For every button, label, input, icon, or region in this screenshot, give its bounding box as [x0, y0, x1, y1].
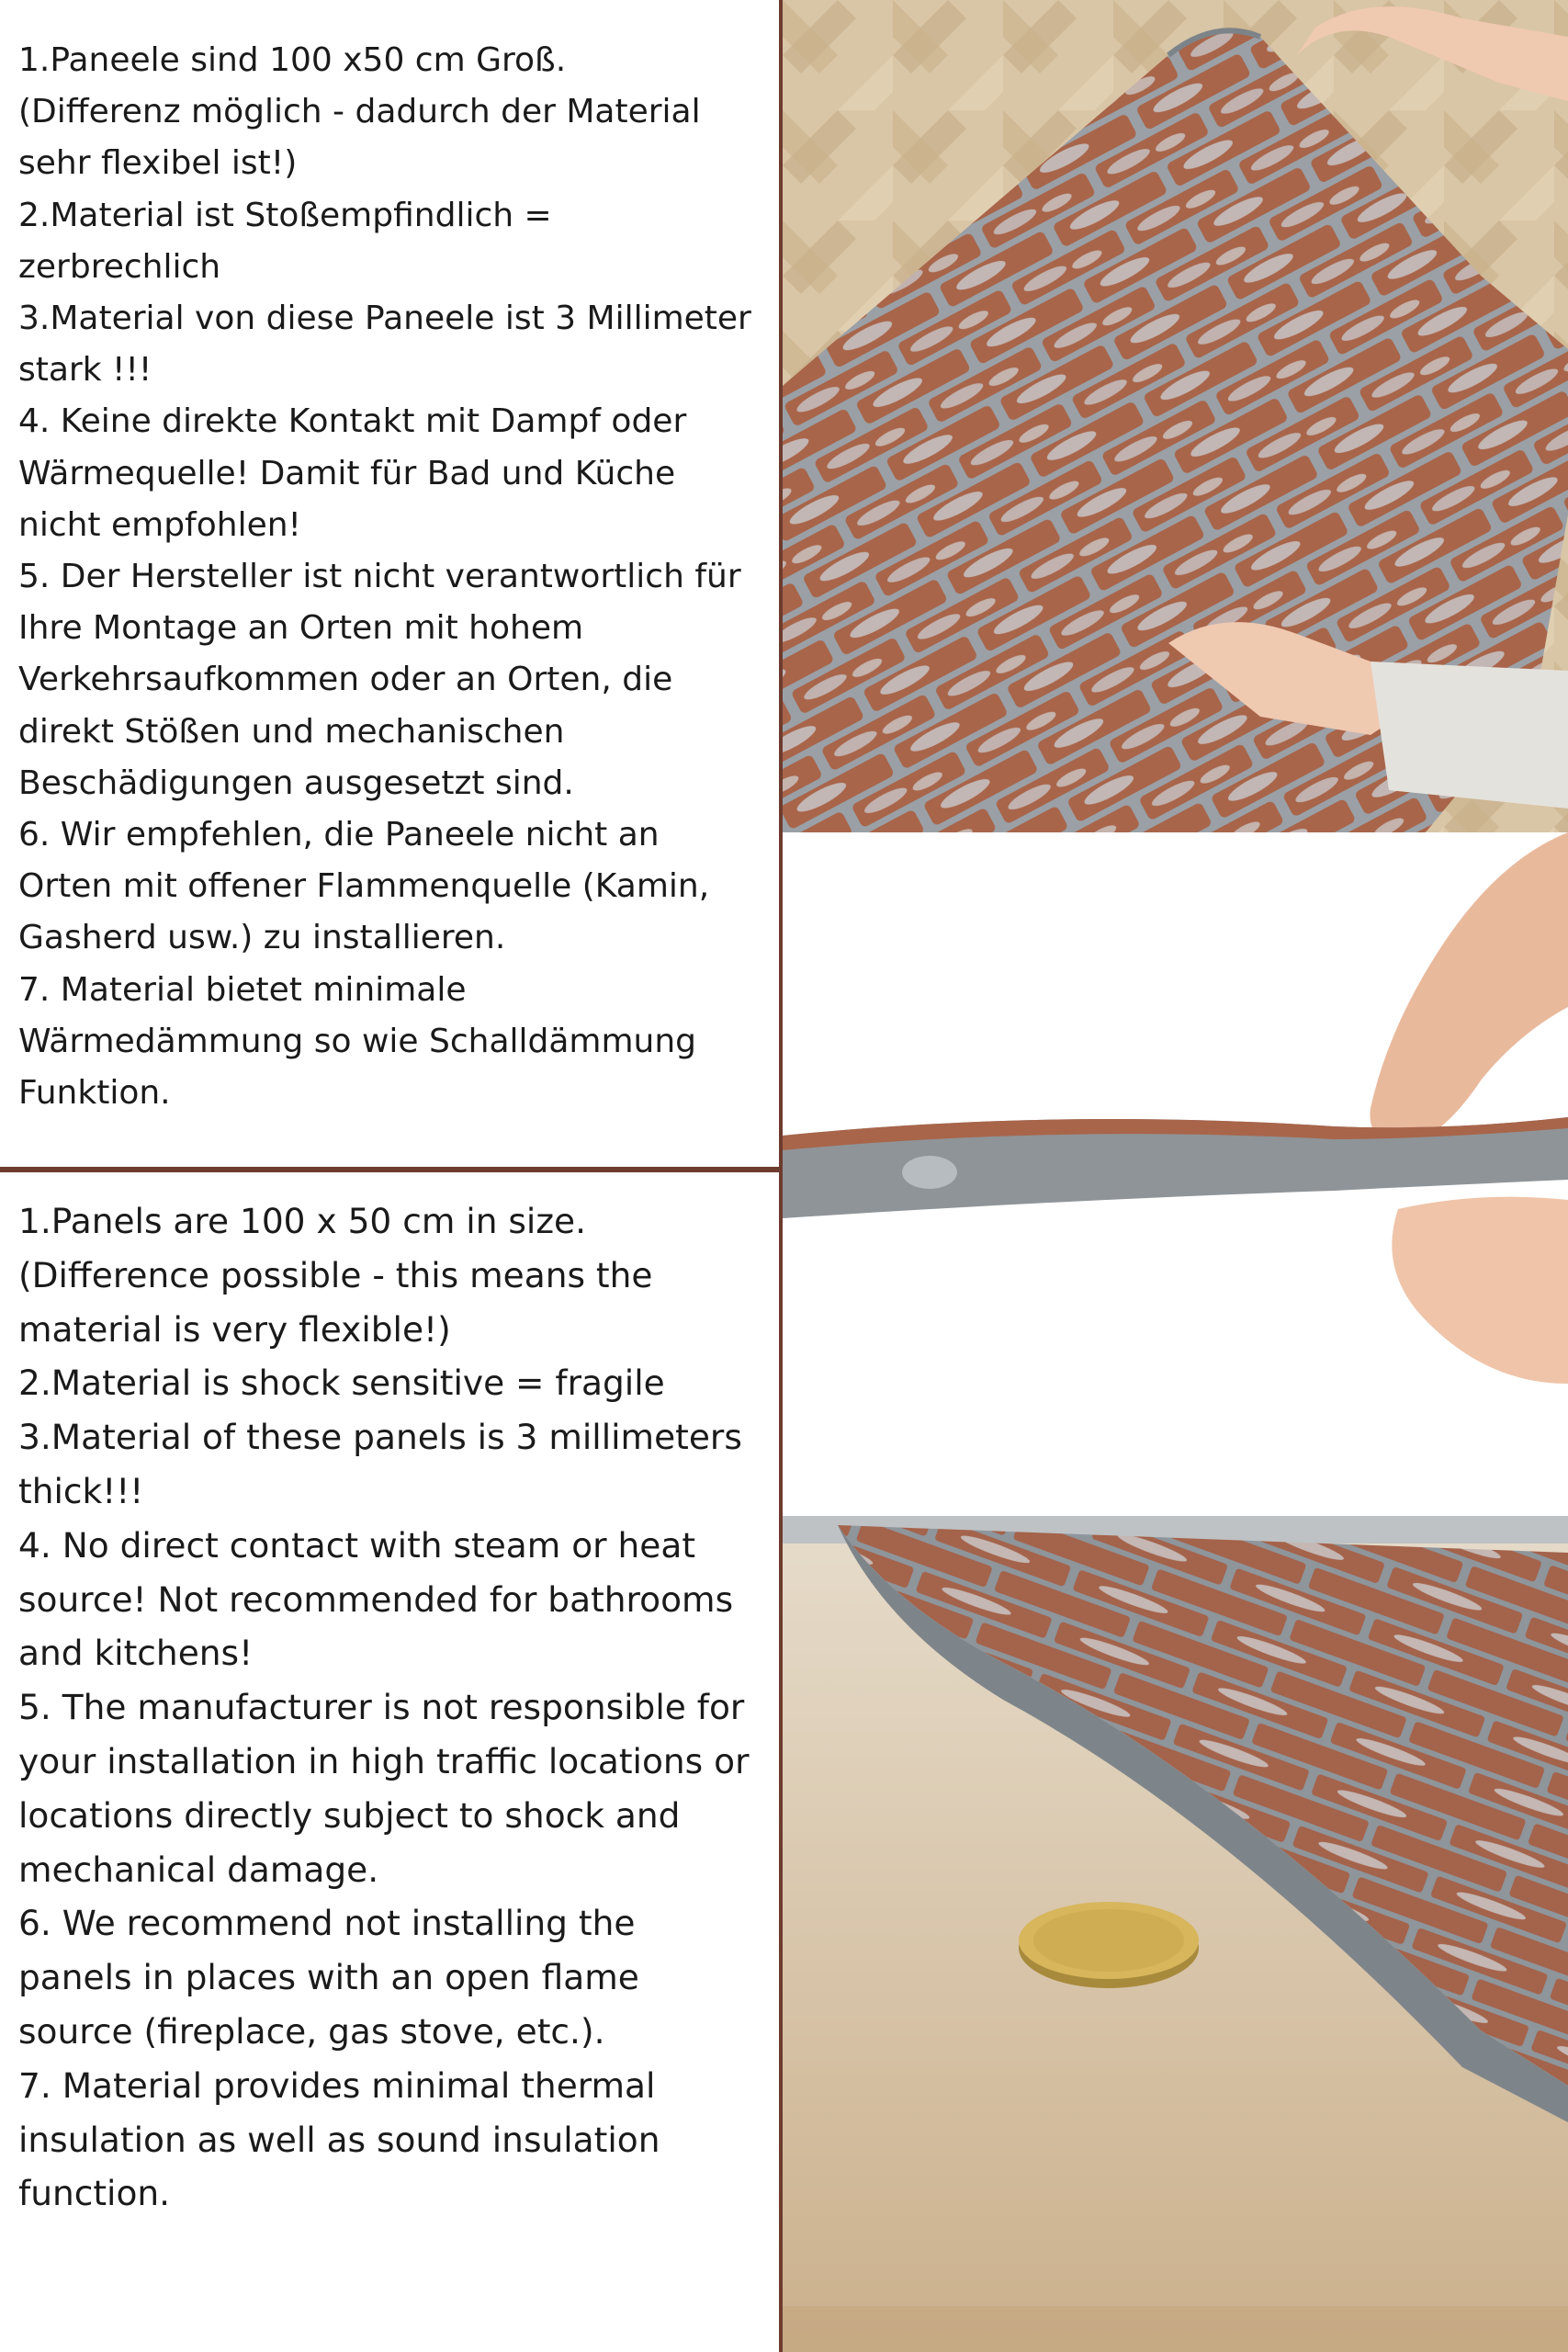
- text-line: direkt Stößen und mechanischen: [18, 712, 565, 751]
- coin-comparison-illustration: [783, 1516, 1568, 2352]
- text-line: source (fireplace, gas stove, etc.).: [18, 2010, 605, 2052]
- text-line: panels in places with an open flame: [18, 1957, 639, 1998]
- text-line: material is very flexible!): [18, 1308, 451, 1350]
- text-line: insulation as well as sound insulation: [18, 2119, 660, 2160]
- panel-thickness-illustration: [783, 832, 1568, 1516]
- text-line: mechanical damage.: [18, 1849, 379, 1890]
- text-line: locations directly subject to shock and: [18, 1794, 681, 1836]
- text-line: zerbrechlich: [18, 247, 221, 286]
- text-line: 6. We recommend not installing the: [18, 1903, 636, 1944]
- text-line: source! Not recommended for bathrooms: [18, 1578, 734, 1620]
- text-line: 3.Material of these panels is 3 millimeters: [18, 1417, 742, 1458]
- text-line: 3.Material von diese Paneele ist 3 Millimeter: [18, 300, 751, 338]
- text-line: Wärmequelle! Damit für Bad und Küche: [18, 454, 676, 492]
- german-instructions: [18, 35, 781, 1119]
- text-line: sehr flexibel ist!): [18, 144, 298, 183]
- text-line: 4. No direct contact with steam or heat: [18, 1524, 696, 1566]
- text-line: Ihre Montage an Orten mit hohem: [18, 609, 584, 648]
- text-line: nicht empfohlen!: [18, 505, 301, 544]
- text-line: Beschädigungen ausgesetzt sind.: [18, 763, 574, 802]
- text-line: stark !!!: [18, 351, 152, 390]
- text-line: 1.Paneele sind 100 x50 cm Groß.: [18, 41, 567, 79]
- text-line: your installation in high traffic locations or: [18, 1740, 750, 1781]
- text-line: (Differenz möglich - dadurch der Material: [18, 93, 701, 131]
- text-line: 4. Keine direkte Kontakt mit Dampf oder: [18, 402, 687, 441]
- panel-held-illustration: [783, 0, 1568, 832]
- text-line: Orten mit offener Flammenquelle (Kamin,: [18, 867, 710, 906]
- text-line: 2.Material ist Stoßempfindlich =: [18, 196, 552, 234]
- photo-panel-thickness: [783, 832, 1568, 1516]
- text-line: 5. The manufacturer is not responsible for: [18, 1687, 745, 1728]
- text-line: 6. Wir empfehlen, die Paneele nicht an: [18, 816, 660, 854]
- text-line: function.: [18, 2173, 171, 2214]
- text-line: 5. Der Hersteller ist nicht verantwortlich für: [18, 558, 741, 596]
- text-line: thick!!!: [18, 1470, 144, 1511]
- text-column: [0, 0, 779, 2352]
- text-line: 7. Material bietet minimale: [18, 970, 467, 1009]
- text-line: and kitchens!: [18, 1633, 254, 1674]
- english-instructions: [18, 1194, 781, 2221]
- photo-panel-held-by-hands: [783, 0, 1568, 832]
- text-line: Gasherd usw.) zu installieren.: [18, 919, 506, 957]
- photo-coin-comparison: [783, 1516, 1568, 2352]
- text-line: 7. Material provides minimal thermal: [18, 2064, 656, 2106]
- section-divider: [0, 1167, 781, 1172]
- text-line: Verkehrsaufkommen oder an Orten, die: [18, 661, 673, 699]
- text-line: Wärmedämmung so wie Schalldämmung: [18, 1022, 697, 1060]
- text-line: 1.Panels are 100 x 50 cm in size.: [18, 1201, 587, 1241]
- text-line: Funktion.: [18, 1074, 171, 1113]
- text-line: 2.Material is shock sensitive = fragile: [18, 1363, 665, 1404]
- text-line: (Difference possible - this means the: [18, 1254, 653, 1295]
